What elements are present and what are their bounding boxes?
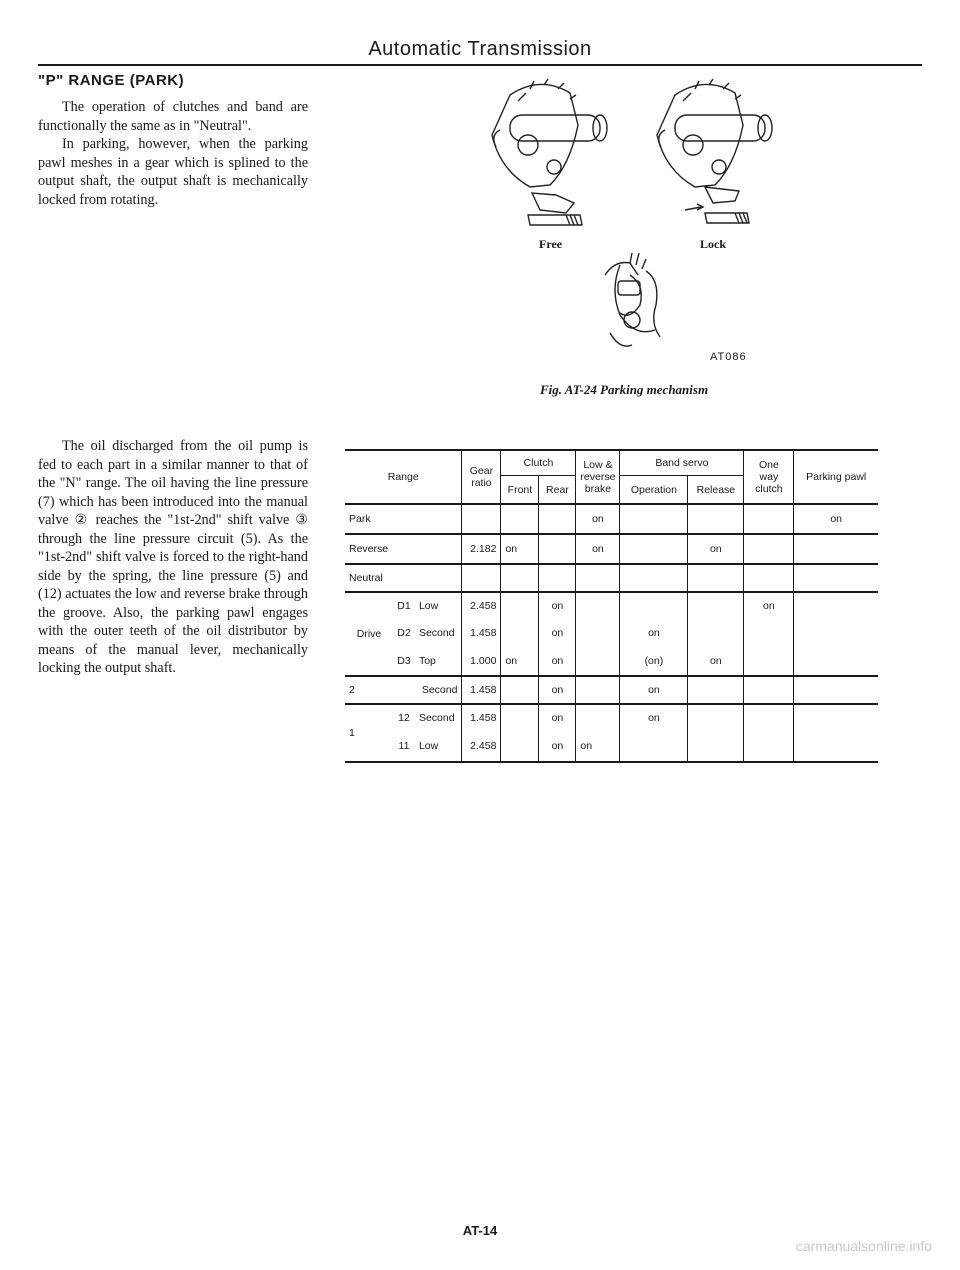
lock-assembly: [657, 79, 772, 223]
range-reverse: Reverse: [345, 534, 462, 564]
header-band-servo: Band servo: [620, 450, 744, 476]
drive-d3-front: on: [501, 647, 539, 676]
two-ratio: 1.458: [462, 676, 501, 704]
header-range: Range: [345, 450, 462, 504]
drive-d3-code: D3: [393, 647, 415, 676]
reverse-ratio: 2.182: [462, 534, 501, 564]
oil-flow-text: [38, 437, 308, 678]
watermark: carmanualsonline.info: [795, 1238, 932, 1254]
one-i1-low-reverse: on: [576, 731, 620, 762]
table-row: [345, 647, 878, 676]
one-i2-ratio: 1.458: [462, 704, 501, 731]
park-parking-pawl: on: [794, 504, 878, 534]
drive-d2-code: D2: [397, 627, 411, 639]
one-i1-ratio: 2.458: [462, 731, 501, 762]
two-rear: on: [539, 676, 576, 704]
reverse-release: on: [688, 534, 744, 564]
drive-d2-rear: on: [539, 619, 576, 647]
detail-assembly: [605, 253, 660, 346]
free-label: Free: [539, 237, 563, 251]
reverse-front: on: [501, 534, 539, 564]
table-row: [345, 676, 878, 704]
drive-d1-code: D1: [397, 600, 411, 612]
header-front: Front: [501, 476, 539, 504]
table-row: [345, 504, 878, 534]
paragraph-3: The oil discharged from the oil pump is fed to each part in a similar manner to that of the "N" range. The oil having the line pressure (7) which has been introduced into the manual valve ② reaches the "1st-2nd" shift valve ③ through the line pressure circuit (5). As the "1st-2nd" shift valve is forced to the right-hand side by the spring, the line pressure (5) and (12) actuates the low and reverse brake through the groove. Also, the parking pawl engages with the outer teeth of the oil distributor by means of the manual lever, mechanically locking the output shaft.: [38, 438, 308, 676]
header-clutch: Clutch: [501, 450, 576, 476]
table-row: [345, 704, 878, 731]
one-i2-operation: on: [620, 704, 688, 731]
table-row: [345, 534, 878, 564]
header-parking-pawl: Parking pawl: [794, 450, 878, 504]
two-operation: on: [620, 676, 688, 704]
header-gear-ratio: Gear ratio: [462, 450, 501, 504]
figure-caption: Fig. AT-24 Parking mechanism: [540, 382, 709, 397]
drive-d1-one-way: on: [744, 592, 794, 619]
header-low-reverse-brake: Low & reverse brake: [576, 450, 620, 504]
one-i2-rear: on: [539, 704, 576, 731]
table-row: [345, 592, 878, 619]
table-row: [345, 564, 878, 592]
clutch-band-operation-table: [345, 449, 878, 763]
section-heading: "P" RANGE (PARK): [38, 72, 185, 89]
reverse-low-reverse: on: [576, 534, 620, 564]
header-one-way-clutch: One way clutch: [744, 450, 794, 504]
header-release: Release: [688, 476, 744, 504]
range-two: 2: [345, 676, 393, 704]
header-operation: Operation: [620, 476, 688, 504]
drive-d3-gear: Top: [415, 647, 462, 676]
range-one: 1: [345, 704, 393, 762]
table-row: [345, 731, 878, 762]
header-rear: Rear: [539, 476, 576, 504]
drive-d2-operation: on: [620, 619, 688, 647]
drive-d3-rear: on: [539, 647, 576, 676]
parking-mechanism-figure: [470, 75, 790, 375]
park-low-reverse: on: [576, 504, 620, 534]
two-gear: Second: [393, 676, 462, 704]
drive-d1-ratio: 2.458: [462, 592, 501, 619]
drive-d3-operation: (on): [620, 647, 688, 676]
page-header-title: Automatic Transmission: [368, 38, 592, 60]
one-i1-gear: Low: [415, 731, 462, 762]
page-number: AT-14: [462, 1223, 498, 1238]
range-drive: Drive: [345, 592, 393, 676]
range-park: Park: [345, 504, 462, 534]
paragraph-1: The operation of clutches and band are functionally the same as in "Neutral".: [38, 99, 308, 134]
parking-mechanism-drawing: [470, 75, 790, 375]
drive-d1-gear: Low: [415, 592, 462, 619]
drive-d2-ratio: 1.458: [462, 619, 501, 647]
drive-d2-gear: Second: [415, 619, 462, 647]
range-neutral: Neutral: [345, 564, 462, 592]
one-i2-code: 12: [398, 712, 410, 724]
one-i1-code: 11: [393, 731, 415, 762]
table-row: [345, 619, 878, 647]
intro-text: [38, 98, 308, 209]
paragraph-2: In parking, however, when the parking pawl meshes in a gear which is splined to the output shaft, the output shaft is mechanically locked from rotating.: [38, 136, 308, 208]
lock-label: Lock: [700, 237, 727, 251]
one-i2-gear: Second: [415, 704, 462, 731]
figure-code: AT086: [710, 351, 747, 363]
drive-d3-ratio: 1.000: [462, 647, 501, 676]
header-rule: [38, 64, 922, 66]
one-i1-rear: on: [539, 731, 576, 762]
drive-d1-rear: on: [539, 592, 576, 619]
free-assembly: [492, 79, 607, 225]
drive-d3-release: on: [688, 647, 744, 676]
